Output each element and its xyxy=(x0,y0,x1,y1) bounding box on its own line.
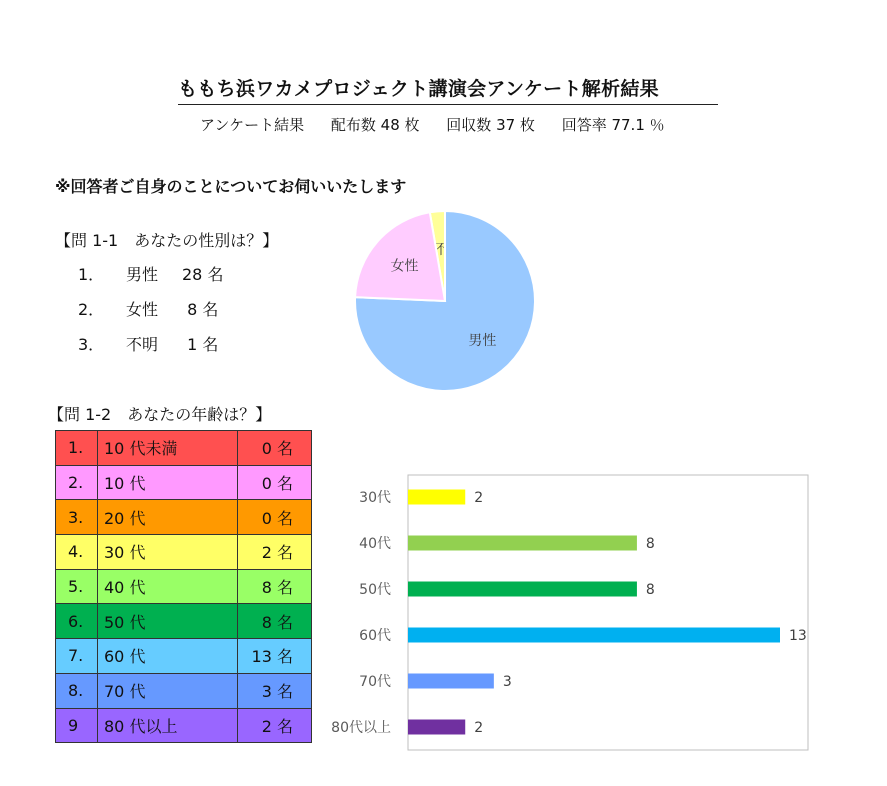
age-row xyxy=(56,708,312,743)
age-row-count: 2 名 xyxy=(238,535,312,570)
age-row-label: 70 代 xyxy=(98,673,238,708)
q2-heading: 【問 1-2 あなたの年齢は？】 xyxy=(48,405,272,424)
q1-item xyxy=(78,262,223,285)
age-row-count: 13 名 xyxy=(238,639,312,674)
q1-item-label: 女性 xyxy=(126,300,159,319)
bar-category-label: 70代 xyxy=(359,674,391,690)
q1-item-count: 28 名 xyxy=(182,265,224,284)
page-title: ももち浜ワカメプロジェクト講演会アンケート解析結果 xyxy=(178,74,718,105)
bar-category-label: 50代 xyxy=(359,582,391,598)
bar-category-label: 30代 xyxy=(359,490,391,506)
age-row xyxy=(56,673,312,708)
age-row-number: 4. xyxy=(56,535,98,570)
age-row xyxy=(56,569,312,604)
collected-count: 回収数 37 枚 xyxy=(446,116,535,134)
bar xyxy=(408,536,637,551)
bar-category-label: 40代 xyxy=(359,536,391,552)
bar xyxy=(408,674,494,689)
distributed-count: 配布数 48 枚 xyxy=(330,116,420,134)
age-row-number: 8. xyxy=(56,673,98,708)
bar xyxy=(408,490,465,505)
age-row-label: 40 代 xyxy=(98,569,238,604)
bar-value-label: 3 xyxy=(502,674,512,690)
q1-item-count: 1 名 xyxy=(182,335,219,354)
q1-item-label: 不明 xyxy=(126,335,159,354)
age-row xyxy=(56,604,312,639)
age-row-number: 5. xyxy=(56,569,98,604)
survey-summary xyxy=(200,114,687,135)
gender-pie-chart xyxy=(350,208,540,398)
age-row-label: 60 代 xyxy=(98,639,238,674)
age-row-number: 2. xyxy=(56,465,98,500)
section-heading: ※回答者ご自身のことについてお伺いいたします xyxy=(55,177,407,196)
bar-category-label: 80代以上 xyxy=(331,720,391,736)
age-row xyxy=(56,500,312,535)
age-row-count: 0 名 xyxy=(238,431,312,466)
q1-item-label: 男性 xyxy=(126,265,159,284)
q1-item-number: 1． xyxy=(78,265,105,284)
age-row-label: 80 代以上 xyxy=(98,708,238,743)
age-row xyxy=(56,465,312,500)
bar xyxy=(408,720,465,735)
age-row-count: 3 名 xyxy=(238,673,312,708)
age-row-label: 20 代 xyxy=(98,500,238,535)
chart-plot-border xyxy=(408,475,808,750)
age-row-label: 10 代未満 xyxy=(98,431,238,466)
bar-value-label: 2 xyxy=(474,720,484,736)
q1-item-count: 8 名 xyxy=(182,300,219,319)
age-bar-chart xyxy=(315,470,815,755)
bar-value-label: 2 xyxy=(474,490,484,506)
bar-value-label: 13 xyxy=(789,628,807,644)
age-row-number: 9 xyxy=(56,708,98,743)
age-row-count: 0 名 xyxy=(238,500,312,535)
age-row-number: 6. xyxy=(56,604,98,639)
age-row xyxy=(56,431,312,466)
bar-category-label: 60代 xyxy=(359,628,391,644)
q1-item xyxy=(78,332,218,355)
age-row-count: 0 名 xyxy=(238,465,312,500)
bar xyxy=(408,582,637,597)
age-table xyxy=(55,430,312,743)
bar-value-label: 8 xyxy=(645,536,655,552)
q1-item-number: 2． xyxy=(78,300,105,319)
bar xyxy=(408,628,780,643)
age-row xyxy=(56,639,312,674)
q1-heading: 【問 1-1 あなたの性別は？】 xyxy=(55,231,279,250)
summary-label: アンケート結果 xyxy=(200,116,305,134)
age-row-count: 8 名 xyxy=(238,569,312,604)
age-row xyxy=(56,535,312,570)
age-row-number: 3. xyxy=(56,500,98,535)
pie-slice xyxy=(355,212,445,301)
age-row-count: 8 名 xyxy=(238,604,312,639)
bar-value-label: 8 xyxy=(645,582,655,598)
age-row-count: 2 名 xyxy=(238,708,312,743)
age-row-label: 10 代 xyxy=(98,465,238,500)
age-row-label: 50 代 xyxy=(98,604,238,639)
q1-item xyxy=(78,297,218,320)
pie-slice-label: 男性 xyxy=(468,332,497,349)
age-row-number: 1. xyxy=(56,431,98,466)
response-rate: 回答率 77.1 ％ xyxy=(561,116,665,134)
q1-item-number: 3． xyxy=(78,335,105,354)
age-row-number: 7. xyxy=(56,639,98,674)
age-row-label: 30 代 xyxy=(98,535,238,570)
pie-slice-label: 女性 xyxy=(390,258,419,275)
